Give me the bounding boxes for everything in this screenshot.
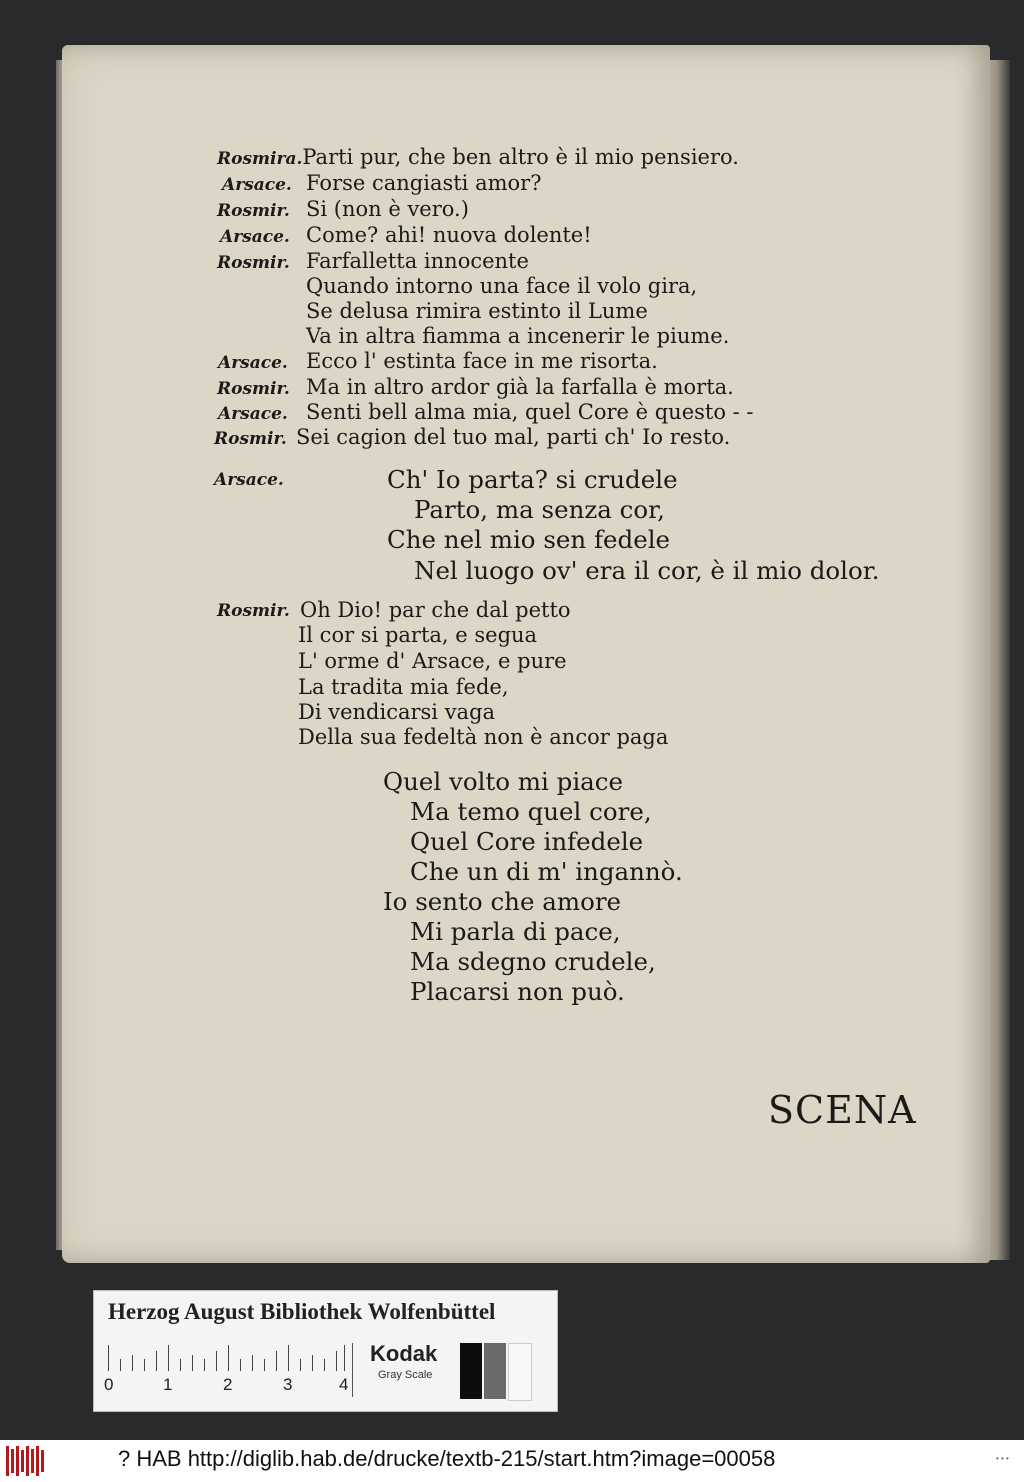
swatch-black [460,1343,482,1399]
dialogue-line: Va in altra fiamma a incenerir le piume. [306,324,730,348]
dialogue-line: Arsace. Come? ahi! nuova dolente! [220,223,592,247]
dialogue-line: Arsace. Forse cangiasti amor? [222,171,542,195]
recit-line: Il cor si parta, e segua [298,623,538,647]
aria-line: Quel Core infedele [410,827,644,856]
aria-line: Che un di m' ingannò. [410,857,683,886]
aria-line: Nel luogo ov' era il cor, è il mio dolor. [414,556,880,585]
footer-dots: • • • [996,1454,1009,1463]
dialogue-line: Rosmir. Ma in altro ardor già la farfalla è morta. [217,375,734,399]
recit-line: Della sua fedeltà non è ancor paga [298,725,669,749]
scale-ruler [108,1345,344,1371]
aria-line: Quel volto mi piace [383,767,623,796]
footer-url[interactable]: ? HAB http://diglib.hab.de/drucke/textb-215/start.htm?image=00058 [118,1446,776,1471]
dialogue-line: Rosmir. Farfalletta innocente [217,249,529,273]
dialogue-line: Arsace. Senti bell alma mia, quel Core è questo - - [218,400,754,424]
aria-line: Io sento che amore [383,887,622,916]
aria-line: Ma sdegno crudele, [410,947,656,976]
aria-line: Parto, ma senza cor, [414,495,665,524]
aria-line: Che nel mio sen fedele [387,525,671,554]
swatch-white [508,1343,532,1401]
dialogue-line: Rosmir. Sei cagion del tuo mal, parti ch' Io resto. [214,425,731,449]
aria-speaker: Arsace. [214,470,284,490]
card-title: Herzog August Bibliothek Wolfenbüttel [108,1299,496,1324]
recit-line: Di vendicarsi vaga [298,700,496,724]
recit-line: La tradita mia fede, [298,675,509,699]
dialogue-line: Rosmir. Si (non è vero.) [217,197,469,221]
aria-line: Ma temo quel core, [410,797,652,826]
aria-line: Placarsi non può. [410,977,625,1006]
color-calibration-card: Herzog August Bibliothek Wolfenbüttel 0 1 2 3 4 Kodak Gray Scale [93,1290,558,1412]
recit-line: Oh Dio! par che dal petto [300,598,571,622]
dialogue-line: Arsace. Ecco l' estinta face in me risorta. [218,349,658,373]
aria-line: Ch' Io parta? si crudele [387,465,678,494]
kodak-brand: Kodak [370,1341,438,1366]
recit-line: L' orme d' Arsace, e pure [298,649,567,673]
footer-bar [0,1440,1024,1482]
dialogue-line: Rosmira.Parti pur, che ben altro è il mio pensiero. [217,145,739,169]
hab-logo-icon [6,1446,46,1476]
dialogue-line: Se delusa rimira estinto il Lume [306,299,648,323]
card-divider [352,1343,353,1397]
dialogue-line: Quando intorno una face il volo gira, [306,274,698,298]
aria-line: Mi parla di pace, [410,917,621,946]
gray-scale-label: Gray Scale [378,1369,433,1381]
catchword: SCENA [768,1088,917,1132]
recit-speaker: Rosmir. [217,601,290,621]
swatch-gray [484,1343,506,1399]
book-page [62,45,990,1263]
